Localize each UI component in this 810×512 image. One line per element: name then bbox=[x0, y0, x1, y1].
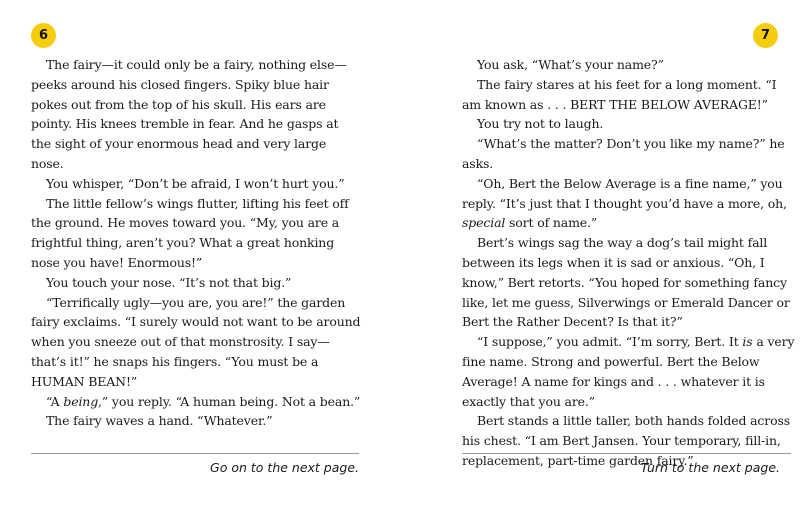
left-page bbox=[0, 0, 400, 512]
footer-divider bbox=[462, 453, 791, 454]
paragraph-text: a very fine name. Strong and powerful. Bert the Below Average! A name for kings and . . . whatever it is exactly that you are.” bbox=[462, 334, 795, 409]
paragraph: “What’s the matter? Don’t you like my name?” he asks. bbox=[462, 136, 785, 171]
paragraph: You whisper, “Don’t be afraid, I won’t hurt you.” bbox=[46, 175, 345, 191]
paragraph bbox=[462, 332, 797, 411]
paragraph-text: “A bbox=[46, 393, 64, 409]
paragraph-text: “I suppose,” you admit. “I’m sorry, Bert. It bbox=[477, 334, 743, 350]
paragraph: “Terrifically ugly—you are, you are!” the garden fairy exclaims. “I surely would not want to be around when you sneeze out of that monstrosity. I say—that’s it!” he snaps his fingers. “You must be a HUMAN BEAN!” bbox=[31, 294, 361, 389]
paragraph: You try not to laugh. bbox=[477, 116, 604, 132]
next-page-prompt: Go on to the next page. bbox=[210, 460, 359, 475]
page-number-badge: 6 bbox=[31, 23, 56, 48]
paragraph: The fairy waves a hand. “Whatever.” bbox=[46, 413, 273, 429]
emphasis: being bbox=[63, 393, 99, 409]
paragraph bbox=[31, 392, 361, 412]
paragraph-text: “Oh, Bert the Below Average is a fine name,” you reply. “It’s just that I thought you’d have a more, oh, bbox=[462, 175, 787, 211]
page-number-badge: 7 bbox=[753, 23, 778, 48]
emphasis: is bbox=[742, 334, 753, 350]
story-text bbox=[31, 55, 361, 431]
footer-divider bbox=[31, 453, 359, 454]
paragraph-text: ,” you reply. “A human being. Not a bean.” bbox=[98, 393, 361, 409]
story-text bbox=[462, 55, 797, 471]
paragraph: The little fellow’s wings flutter, lifting his feet off the ground. He moves toward you. “My, you are a frightful thing, aren’t you? What a great honking nose you have! Enormous!” bbox=[31, 195, 349, 270]
paragraph: You touch your nose. “It’s not that big.” bbox=[46, 274, 292, 290]
paragraph-text: sort of name.” bbox=[505, 215, 598, 231]
paragraph: Bert stands a little taller, both hands folded across his chest. “I am Bert Jansen. Your temporary, fill-in, replacement, part-time garden fairy.” bbox=[462, 413, 791, 468]
right-page bbox=[410, 0, 810, 512]
paragraph bbox=[462, 174, 797, 233]
paragraph: Bert’s wings sag the way a dog’s tail might fall between its legs when it is sad or anxious. “Oh, I know,” Bert retorts. “You hoped for something fancy like, let me guess, Silverwings or Emerald Dancer or Bert the Rather Decent? Is that it?” bbox=[462, 235, 790, 330]
next-page-prompt: Turn to the next page. bbox=[640, 460, 780, 475]
paragraph: The fairy stares at his feet for a long moment. “I am known as . . . BERT THE BELOW AVERAGE!” bbox=[462, 76, 777, 112]
paragraph: You ask, “What’s your name?” bbox=[477, 57, 664, 72]
paragraph: The fairy—it could only be a fairy, nothing else—peeks around his closed fingers. Spiky blue hair pokes out from the top of his skull. His ears are pointy. His knees tremble in fear. And he gasps at the sight of your enormous head and very large nose. bbox=[31, 57, 347, 171]
emphasis: special bbox=[462, 215, 506, 231]
